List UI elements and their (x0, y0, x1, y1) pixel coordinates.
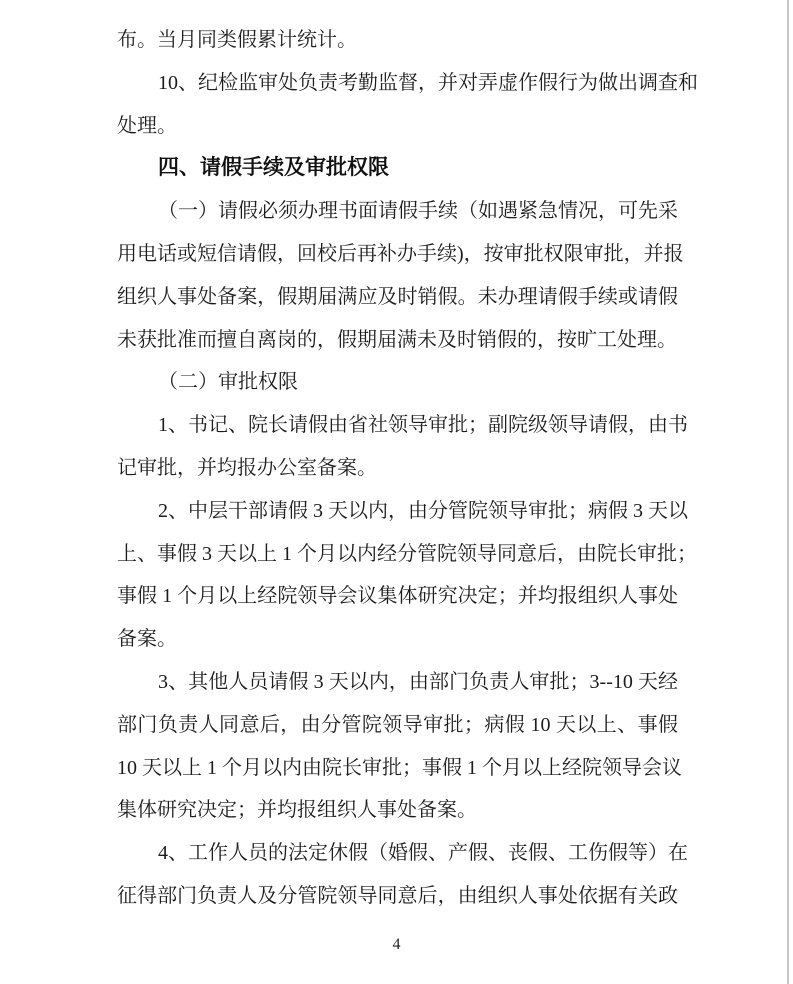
document-body (117, 19, 698, 918)
doc-line: 集体研究决定；并均报组织人事处备案。 (117, 799, 477, 822)
doc-line: 未获批准而擅自离岗的，假期届满未及时销假的，按旷工处理。 (117, 328, 677, 351)
doc-line: 组织人事处备案，假期届满应及时销假。未办理请假手续或请假 (117, 285, 678, 308)
doc-line: 备案。 (117, 628, 177, 651)
page-edge-line (787, 0, 789, 984)
doc-line: 处理。 (117, 114, 177, 137)
doc-line: 征得部门负责人及分管院领导同意后，由组织人事处依据有关政 (117, 884, 678, 907)
doc-line: 事假 1 个月以上经院领导会议集体研究决定；并均报组织人事处 (117, 585, 678, 608)
section-heading: 四、请假手续及审批权限 (158, 156, 389, 180)
doc-line: 布。当月同类假累计统计。 (117, 29, 357, 51)
doc-line: 10 天以上 1 个月以内由院长审批；事假 1 个月以上经院领导会议 (117, 756, 682, 779)
doc-line: 上、事假 3 天以上 1 个月以内经分管院领导同意后，由院长审批； (117, 542, 697, 565)
doc-line: 10、纪检监审处负责考勤监督，并对弄虚作假行为做出调查和 (158, 71, 698, 94)
page-number: 4 (392, 936, 401, 953)
doc-line: 1、书记、院长请假由省社领导审批；副院级领导请假，由书 (158, 414, 688, 437)
doc-line: 部门负责人同意后，由分管院领导审批；病假 10 天以上、事假 (117, 713, 678, 736)
doc-line: 2、中层干部请假 3 天以内，由分管院领导审批；病假 3 天以 (158, 499, 688, 522)
doc-line: 用电话或短信请假，回校后再补办手续)，按审批权限审批，并报 (117, 242, 684, 265)
doc-line: 记审批，并均报办公室备案。 (117, 456, 377, 479)
doc-line: （一）请假必须办理书面请假手续（如遇紧急情况，可先采 (158, 200, 678, 223)
doc-line: 3、其他人员请假 3 天以内，由部门负责人审批；3--10 天经 (158, 670, 678, 693)
doc-line: （二）审批权限 (158, 371, 298, 394)
doc-line: 4、工作人员的法定休假（婚假、产假、丧假、工伤假等）在 (158, 842, 688, 865)
